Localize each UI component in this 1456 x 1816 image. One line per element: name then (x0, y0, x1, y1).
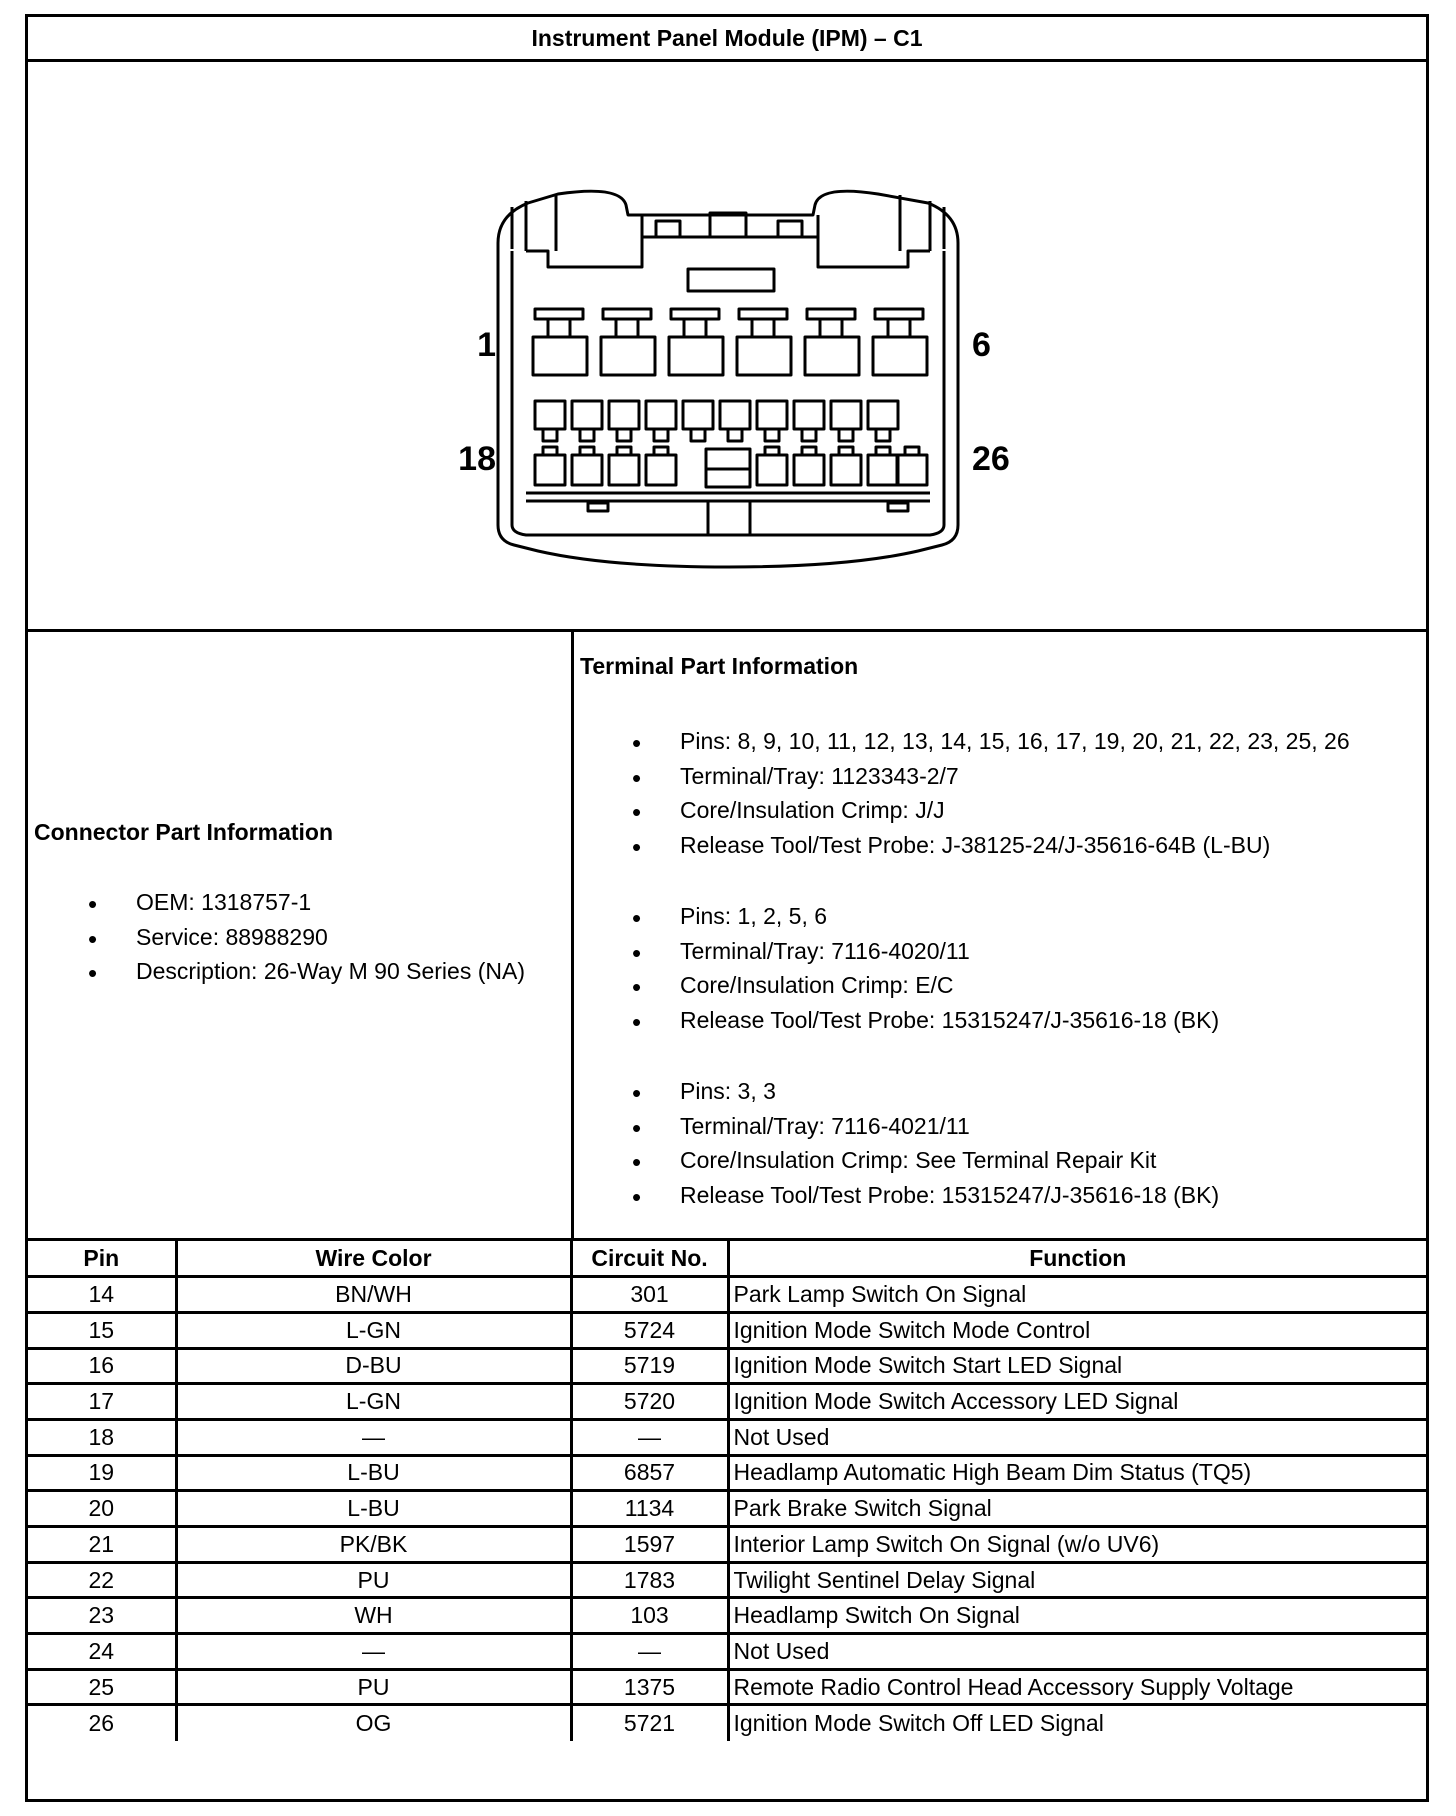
column-header-function: Function (728, 1241, 1426, 1277)
circuit-cell: 6857 (571, 1455, 728, 1491)
wire-color-cell: PK/BK (176, 1527, 571, 1563)
pin-table (28, 1241, 1426, 1741)
function-cell: Headlamp Automatic High Beam Dim Status (TQ5) (728, 1455, 1426, 1491)
circuit-cell: 103 (571, 1598, 728, 1634)
wire-color-cell: L-BU (176, 1455, 571, 1491)
circuit-cell: 5719 (571, 1348, 728, 1384)
terminal-group-1 (680, 728, 1350, 866)
wire-color-cell: L-BU (176, 1491, 571, 1527)
list-item: • OEM: 1318757-1 (136, 889, 525, 924)
pin-cell: 25 (28, 1669, 176, 1705)
pin-cell: 15 (28, 1312, 176, 1348)
function-cell: Park Brake Switch Signal (728, 1491, 1426, 1527)
divider (28, 629, 1426, 632)
table-row (28, 1277, 1426, 1313)
pin-cell: 20 (28, 1491, 176, 1527)
table-row (28, 1634, 1426, 1670)
circuit-cell: 1134 (571, 1491, 728, 1527)
function-cell: Ignition Mode Switch Accessory LED Signal (728, 1384, 1426, 1420)
circuit-cell: 1597 (571, 1527, 728, 1563)
function-cell: Twilight Sentinel Delay Signal (728, 1562, 1426, 1598)
list-item: • Pins: 3, 3 (680, 1078, 1219, 1113)
large-cavity-row (533, 309, 927, 375)
pin-cell: 18 (28, 1419, 176, 1455)
list-item: • Release Tool/Test Probe: 15315247/J-35616-18 (BK) (680, 1182, 1219, 1217)
wire-color-cell: D-BU (176, 1348, 571, 1384)
function-cell: Ignition Mode Switch Mode Control (728, 1312, 1426, 1348)
connector-sheet (25, 14, 1429, 1802)
pin-cell: 21 (28, 1527, 176, 1563)
function-cell: Remote Radio Control Head Accessory Supply Voltage (728, 1669, 1426, 1705)
wire-color-cell: — (176, 1419, 571, 1455)
wire-color-cell: PU (176, 1562, 571, 1598)
connector-info-heading: Connector Part Information (34, 819, 334, 845)
circuit-cell: 1375 (571, 1669, 728, 1705)
function-cell: Interior Lamp Switch On Signal (w/o UV6) (728, 1527, 1426, 1563)
function-cell: Headlamp Switch On Signal (728, 1598, 1426, 1634)
column-header-pin: Pin (28, 1241, 176, 1277)
table-row (28, 1527, 1426, 1563)
pin-cell: 24 (28, 1634, 176, 1670)
wire-color-cell: OG (176, 1705, 571, 1741)
table-row (28, 1598, 1426, 1634)
pin-label-6: 6 (972, 326, 991, 364)
wire-color-cell: WH (176, 1598, 571, 1634)
pin-cell: 19 (28, 1455, 176, 1491)
wire-color-cell: — (176, 1634, 571, 1670)
pin-label-26: 26 (972, 440, 1010, 478)
table-row (28, 1562, 1426, 1598)
list-item: • Terminal/Tray: 7116-4020/11 (680, 938, 1219, 973)
key-slot (688, 269, 774, 291)
left-latch (512, 195, 556, 251)
list-item: • Description: 26-Way M 90 Series (NA) (136, 958, 525, 993)
list-item: • Terminal/Tray: 7116-4021/11 (680, 1113, 1219, 1148)
column-header-wire-color: Wire Color (176, 1241, 571, 1277)
table-row (28, 1348, 1426, 1384)
table-row (28, 1384, 1426, 1420)
list-item: • Release Tool/Test Probe: J-38125-24/J-35616-64B (L-BU) (680, 832, 1350, 867)
table-row (28, 1669, 1426, 1705)
circuit-cell: 301 (571, 1277, 728, 1313)
connector-face-drawing (28, 61, 1426, 629)
pin-cell: 14 (28, 1277, 176, 1313)
table-row (28, 1312, 1426, 1348)
circuit-cell: 5724 (571, 1312, 728, 1348)
list-item: • Pins: 8, 9, 10, 11, 12, 13, 14, 15, 16, 17, 19, 20, 21, 22, 23, 25, 26 (680, 728, 1350, 763)
cavity-step (526, 237, 930, 267)
connector-info-list (136, 889, 525, 993)
pin-label-18: 18 (458, 440, 496, 478)
function-cell: Ignition Mode Switch Start LED Signal (728, 1348, 1426, 1384)
top-cap (642, 215, 818, 237)
list-item: • Release Tool/Test Probe: 15315247/J-35616-18 (BK) (680, 1007, 1219, 1042)
table-row (28, 1419, 1426, 1455)
terminal-info-heading: Terminal Part Information (580, 653, 859, 679)
page-title: Instrument Panel Module (IPM) – C1 (531, 24, 923, 51)
function-cell: Not Used (728, 1634, 1426, 1670)
table-row (28, 1491, 1426, 1527)
function-cell: Ignition Mode Switch Off LED Signal (728, 1705, 1426, 1741)
circuit-cell: 5721 (571, 1705, 728, 1741)
lock-tab-left (588, 503, 608, 511)
pin-cell: 26 (28, 1705, 176, 1741)
table-row (28, 1455, 1426, 1491)
wire-color-cell: PU (176, 1669, 571, 1705)
list-item: • Core/Insulation Crimp: J/J (680, 797, 1350, 832)
pin-cell: 16 (28, 1348, 176, 1384)
list-item: • Pins: 1, 2, 5, 6 (680, 903, 1219, 938)
small-cavity-row-upper (535, 401, 898, 441)
list-item: • Terminal/Tray: 1123343-2/7 (680, 763, 1350, 798)
list-item: • Service: 88988290 (136, 924, 525, 959)
small-cavity-row-lower (535, 447, 927, 485)
pin-cell: 17 (28, 1384, 176, 1420)
pin-label-1: 1 (477, 326, 496, 364)
pin-cell: 23 (28, 1598, 176, 1634)
pin-cell: 22 (28, 1562, 176, 1598)
cap-notch-left (656, 221, 680, 237)
function-cell: Not Used (728, 1419, 1426, 1455)
terminal-part-info (574, 633, 1426, 1238)
terminal-group-3 (680, 1078, 1219, 1216)
lock-tab-right (888, 503, 908, 511)
circuit-cell: — (571, 1419, 728, 1455)
wire-color-cell: BN/WH (176, 1277, 571, 1313)
wire-color-cell: L-GN (176, 1312, 571, 1348)
circuit-cell: — (571, 1634, 728, 1670)
connector-part-info (28, 633, 571, 1238)
circuit-cell: 5720 (571, 1384, 728, 1420)
list-item: • Core/Insulation Crimp: E/C (680, 972, 1219, 1007)
bottom-lock (526, 493, 930, 535)
connector-diagram (28, 61, 1426, 629)
cap-notch-mid (710, 213, 746, 237)
terminal-group-2 (680, 903, 1219, 1041)
wire-color-cell: L-GN (176, 1384, 571, 1420)
column-header-circuit: Circuit No. (571, 1241, 728, 1277)
table-row (28, 1705, 1426, 1741)
list-item: • Core/Insulation Crimp: See Terminal Repair Kit (680, 1147, 1219, 1182)
table-header-row (28, 1241, 1426, 1277)
circuit-cell: 1783 (571, 1562, 728, 1598)
cap-notch-right (778, 221, 802, 237)
function-cell: Park Lamp Switch On Signal (728, 1277, 1426, 1313)
